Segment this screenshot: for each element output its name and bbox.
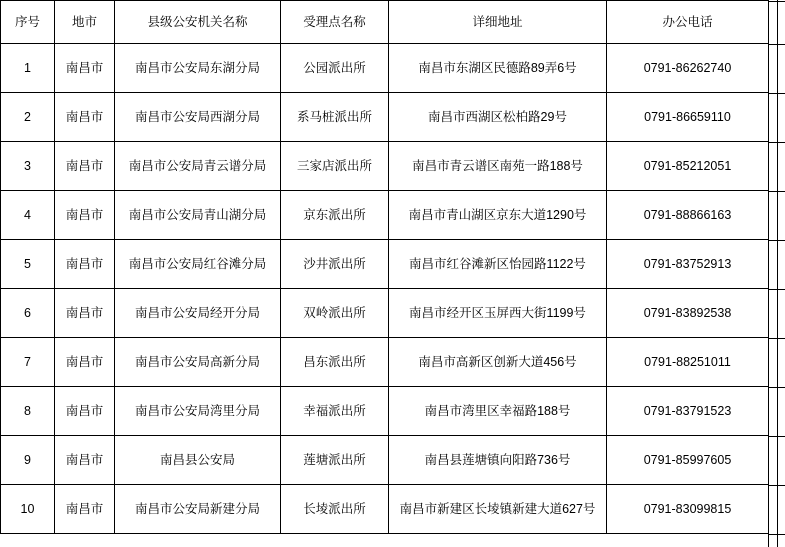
cell-seq: 3 bbox=[1, 142, 55, 191]
cell-phone: 0791-88251011 bbox=[607, 338, 769, 387]
table-row bbox=[1, 240, 769, 289]
cell-seq: 2 bbox=[1, 93, 55, 142]
table-row bbox=[1, 44, 769, 93]
cell-point: 三家店派出所 bbox=[281, 142, 389, 191]
cell-agency: 南昌市公安局青云谱分局 bbox=[115, 142, 281, 191]
cell-address: 南昌市青云谱区南苑一路188号 bbox=[389, 142, 607, 191]
cell-phone: 0791-83752913 bbox=[607, 240, 769, 289]
table-row bbox=[1, 142, 769, 191]
cell-address: 南昌市西湖区松柏路29号 bbox=[389, 93, 607, 142]
column-header-point: 受理点名称 bbox=[281, 1, 389, 44]
edge-row-divider bbox=[768, 93, 785, 94]
cell-agency: 南昌市公安局红谷滩分局 bbox=[115, 240, 281, 289]
table-row bbox=[1, 93, 769, 142]
column-header-seq: 序号 bbox=[1, 1, 55, 44]
cell-city: 南昌市 bbox=[55, 289, 115, 338]
edge-row-divider bbox=[768, 534, 785, 535]
edge-row-divider bbox=[768, 191, 785, 192]
cell-seq: 5 bbox=[1, 240, 55, 289]
cell-phone: 0791-86262740 bbox=[607, 44, 769, 93]
edge-row-divider bbox=[768, 485, 785, 486]
cell-point: 双岭派出所 bbox=[281, 289, 389, 338]
cell-city: 南昌市 bbox=[55, 387, 115, 436]
cell-address: 南昌县莲塘镇向阳路736号 bbox=[389, 436, 607, 485]
cell-city: 南昌市 bbox=[55, 485, 115, 534]
cell-point: 公园派出所 bbox=[281, 44, 389, 93]
cell-agency: 南昌市公安局新建分局 bbox=[115, 485, 281, 534]
cell-address: 南昌市青山湖区京东大道1290号 bbox=[389, 191, 607, 240]
cell-city: 南昌市 bbox=[55, 142, 115, 191]
cell-seq: 1 bbox=[1, 44, 55, 93]
cell-city: 南昌市 bbox=[55, 436, 115, 485]
edge-row-divider bbox=[768, 44, 785, 45]
table-row bbox=[1, 436, 769, 485]
table-row bbox=[1, 289, 769, 338]
cell-seq: 6 bbox=[1, 289, 55, 338]
cell-address: 南昌市红谷滩新区怡园路1122号 bbox=[389, 240, 607, 289]
cell-point: 莲塘派出所 bbox=[281, 436, 389, 485]
edge-column-divider bbox=[777, 0, 778, 547]
edge-row-divider bbox=[768, 387, 785, 388]
table-row bbox=[1, 485, 769, 534]
edge-row-divider bbox=[768, 289, 785, 290]
table-row bbox=[1, 191, 769, 240]
table-row bbox=[1, 387, 769, 436]
edge-row-divider bbox=[768, 338, 785, 339]
edge-row-divider bbox=[768, 142, 785, 143]
edge-row-divider bbox=[768, 436, 785, 437]
cell-phone: 0791-83892538 bbox=[607, 289, 769, 338]
table-header-row bbox=[1, 1, 769, 44]
cell-point: 昌东派出所 bbox=[281, 338, 389, 387]
cell-agency: 南昌市公安局经开分局 bbox=[115, 289, 281, 338]
cell-city: 南昌市 bbox=[55, 240, 115, 289]
cell-seq: 7 bbox=[1, 338, 55, 387]
page-edge-columns bbox=[768, 0, 785, 547]
column-header-agency: 县级公安机关名称 bbox=[115, 1, 281, 44]
cell-point: 京东派出所 bbox=[281, 191, 389, 240]
column-header-phone: 办公电话 bbox=[607, 1, 769, 44]
cell-address: 南昌市高新区创新大道456号 bbox=[389, 338, 607, 387]
cell-point: 长堎派出所 bbox=[281, 485, 389, 534]
cell-seq: 8 bbox=[1, 387, 55, 436]
cell-seq: 10 bbox=[1, 485, 55, 534]
column-header-address: 详细地址 bbox=[389, 1, 607, 44]
cell-address: 南昌市新建区长堎镇新建大道627号 bbox=[389, 485, 607, 534]
cell-agency: 南昌市公安局高新分局 bbox=[115, 338, 281, 387]
table-row bbox=[1, 338, 769, 387]
edge-row-divider bbox=[768, 240, 785, 241]
cell-city: 南昌市 bbox=[55, 191, 115, 240]
cell-phone: 0791-83099815 bbox=[607, 485, 769, 534]
cell-agency: 南昌市公安局西湖分局 bbox=[115, 93, 281, 142]
cell-phone: 0791-88866163 bbox=[607, 191, 769, 240]
cell-address: 南昌市东湖区民德路89弄6号 bbox=[389, 44, 607, 93]
cell-city: 南昌市 bbox=[55, 338, 115, 387]
cell-agency: 南昌市公安局青山湖分局 bbox=[115, 191, 281, 240]
cell-phone: 0791-83791523 bbox=[607, 387, 769, 436]
cell-agency: 南昌县公安局 bbox=[115, 436, 281, 485]
cell-phone: 0791-85212051 bbox=[607, 142, 769, 191]
cell-city: 南昌市 bbox=[55, 44, 115, 93]
cell-phone: 0791-86659110 bbox=[607, 93, 769, 142]
cell-seq: 4 bbox=[1, 191, 55, 240]
edge-column-divider bbox=[768, 0, 769, 547]
cell-agency: 南昌市公安局湾里分局 bbox=[115, 387, 281, 436]
cell-seq: 9 bbox=[1, 436, 55, 485]
cell-city: 南昌市 bbox=[55, 93, 115, 142]
cell-point: 沙井派出所 bbox=[281, 240, 389, 289]
cell-address: 南昌市经开区玉屏西大街1199号 bbox=[389, 289, 607, 338]
cell-phone: 0791-85997605 bbox=[607, 436, 769, 485]
edge-row-divider bbox=[768, 1, 785, 2]
cell-point: 系马桩派出所 bbox=[281, 93, 389, 142]
cell-address: 南昌市湾里区幸福路188号 bbox=[389, 387, 607, 436]
cell-point: 幸福派出所 bbox=[281, 387, 389, 436]
column-header-city: 地市 bbox=[55, 1, 115, 44]
cell-agency: 南昌市公安局东湖分局 bbox=[115, 44, 281, 93]
